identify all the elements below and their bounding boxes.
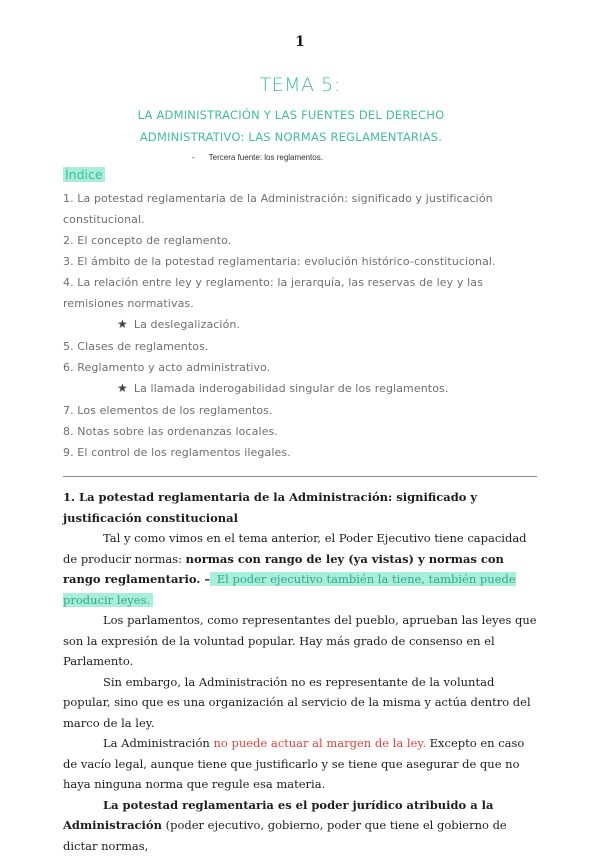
paragraph-2: Los parlamentos, como representantes del pueblo, aprueban las leyes que son la expresión de la voluntad popular. Hay más grado de consenso en el Parlamento. [63, 610, 537, 672]
paragraph-4 [63, 733, 537, 795]
toc-item-text: 1. La potestad reglamentaria de la Administración: significado y justificación [63, 188, 503, 209]
bold-text: La potestad reglamentaria es el poder jurídico atribuido a la Administración [63, 798, 494, 833]
note [192, 153, 323, 162]
subtitle-line-1: LA ADMINISTRACIÓN Y LAS FUENTES DEL DERECHO [0, 108, 582, 122]
index-heading: Índice [63, 167, 105, 182]
bold-text: normas con rango de ley (ya vistas) y normas con rango reglamentario. – [63, 552, 504, 587]
note-text: Tercera fuente: los reglamentos. [209, 153, 323, 162]
highlight-text: El poder ejecutivo también la tiene, también puede producir leyes. [63, 572, 516, 607]
page-number: 1 [0, 34, 600, 50]
paragraph-1 [63, 528, 537, 610]
toc-item-1 [63, 188, 503, 230]
toc-item-text: remisiones normativas. [63, 293, 503, 314]
note-dash: - [192, 153, 195, 162]
toc-subitem-text: La llamada inderogabilidad singular de los reglamentos. [134, 382, 449, 395]
section-heading: 1. La potestad reglamentaria de la Administración: significado y justificación constitucional [63, 487, 537, 528]
toc-item-2: 2. El concepto de reglamento. [63, 230, 503, 251]
section-1 [63, 487, 537, 856]
red-text: no puede actuar al margen de la ley. [213, 736, 426, 750]
toc-item-9: 9. El control de los reglamentos ilegales. [63, 442, 503, 463]
toc-subitem-deslegalizacion [63, 314, 503, 335]
star-icon: ★ [117, 317, 128, 331]
text: La Administración [103, 736, 213, 750]
paragraph-3: Sin embargo, la Administración no es representante de la voluntad popular, sino que es una organización al servicio de la misma y actúa dentro del marco de la ley. [63, 672, 537, 734]
toc-item-3: 3. El ámbito de la potestad reglamentaria: evolución histórico-constitucional. [63, 251, 503, 272]
toc-item-text: constitucional. [63, 209, 503, 230]
toc-item-6: 6. Reglamento y acto administrativo. [63, 357, 503, 378]
text: (poder ejecutivo, gobierno, poder que tiene el gobierno de dictar normas, [63, 818, 507, 853]
toc-subitem-text: La deslegalización. [134, 318, 240, 331]
toc-item-5: 5. Clases de reglamentos. [63, 336, 503, 357]
text: Tal y como vimos en el tema anterior, el Poder Ejecutivo tiene capacidad de producir normas: [63, 531, 527, 566]
paragraph-5 [63, 795, 537, 856]
toc-item-text: 4. La relación entre ley y reglamento: la jerarquía, las reservas de ley y las [63, 272, 503, 293]
toc-subitem-inderogabilidad [63, 378, 503, 399]
toc-item-4 [63, 272, 503, 314]
divider [63, 476, 537, 477]
toc-item-8: 8. Notas sobre las ordenanzas locales. [63, 421, 503, 442]
page-title: TEMA 5: [0, 74, 600, 96]
toc-item-7: 7. Los elementos de los reglamentos. [63, 400, 503, 421]
star-icon: ★ [117, 381, 128, 395]
subtitle-line-2: ADMINISTRATIVO: LAS NORMAS REGLAMENTARIAS. [0, 130, 582, 144]
text: Excepto en caso de vacío legal, aunque tiene que justificarlo y se tiene que asegurar de que no haya ninguna norma que regule esa materia. [63, 736, 524, 791]
